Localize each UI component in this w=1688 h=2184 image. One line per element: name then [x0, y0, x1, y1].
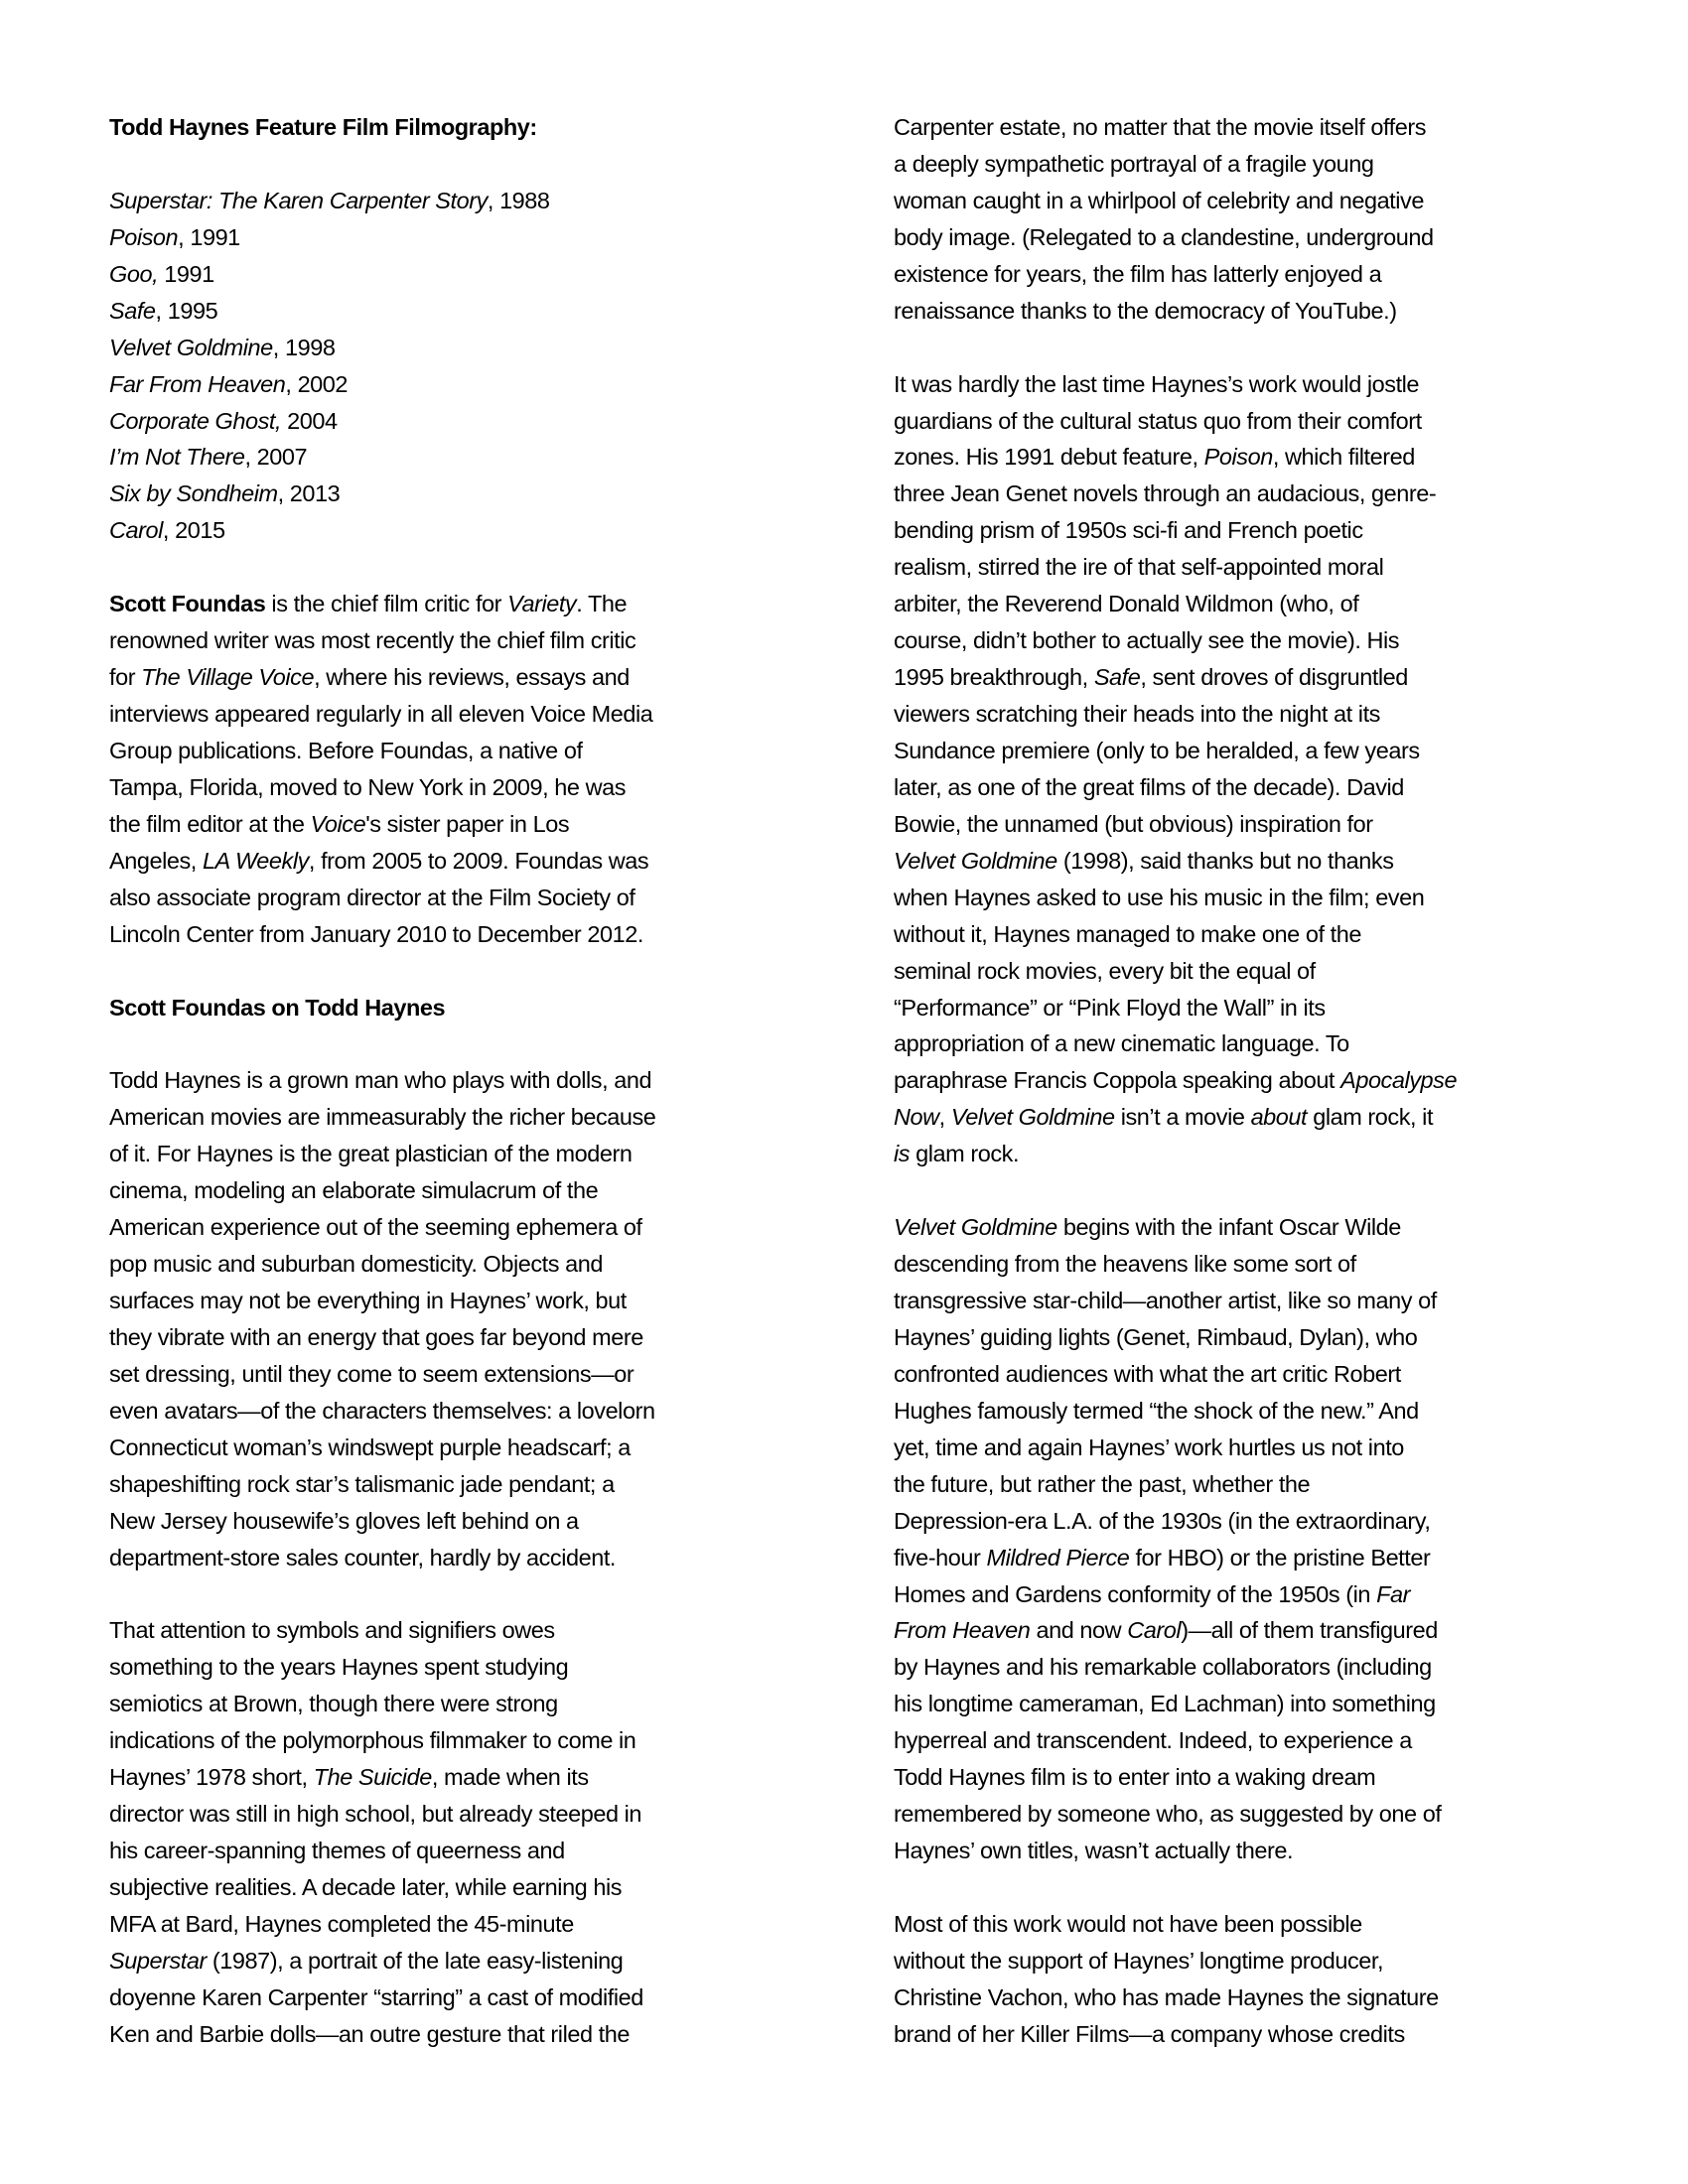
text-line	[894, 1136, 1609, 1172]
film-title: Safe	[109, 297, 156, 324]
text-line	[109, 1503, 824, 1540]
text-line	[894, 1979, 1609, 2016]
text-line	[109, 1869, 824, 1906]
filmography-list	[109, 183, 824, 549]
text-line	[894, 880, 1609, 916]
text-line	[109, 2016, 824, 2053]
text-run: , which filtered	[1272, 444, 1415, 471]
text-line	[109, 1209, 824, 1246]
text-line	[109, 1906, 824, 1943]
text-line	[109, 769, 824, 806]
text-run: by Haynes and his remarkable collaborators (including	[894, 1654, 1432, 1681]
text-run: course, didn’t bother to actually see the movie). His	[894, 627, 1400, 654]
text-run: guardians of the cultural status quo from their comfort	[894, 407, 1422, 434]
text-run: appropriation of a new cinematic language. To	[894, 1030, 1349, 1057]
text-run: without it, Haynes managed to make one of the	[894, 920, 1361, 947]
film-year: 2004	[287, 407, 338, 434]
text-run: It was hardly the last time Haynes’s work would jostle	[894, 370, 1420, 397]
text-line	[894, 512, 1609, 549]
filmography-item	[109, 330, 824, 366]
text-run: American experience out of the seeming ephemera of	[109, 1214, 642, 1241]
italic-text: Superstar	[109, 1947, 207, 1974]
film-title: Corporate Ghost,	[109, 407, 282, 434]
italic-text: Velvet Goldmine	[950, 1104, 1115, 1131]
text-run: body image. (Relegated to a clandestine, underground	[894, 223, 1434, 250]
text-line	[109, 806, 824, 843]
text-line	[894, 1503, 1609, 1540]
text-run: his longtime cameraman, Ed Lachman) into something	[894, 1691, 1436, 1717]
spacer	[109, 953, 824, 990]
text-run: realism, stirred the ire of that self-appointed moral	[894, 554, 1384, 581]
italic-text: Apocalypse	[1340, 1067, 1458, 1094]
text-run: hyperreal and transcendent. Indeed, to experience a	[894, 1727, 1412, 1754]
text-run: subjective realities. A decade later, while earning his	[109, 1874, 623, 1900]
filmography-item	[109, 366, 824, 403]
film-title: Poison	[109, 223, 179, 250]
italic-text: Poison	[1203, 444, 1273, 471]
text-run: three Jean Genet novels through an audacious, genre-	[894, 480, 1437, 507]
text-line	[109, 1172, 824, 1209]
text-run: zones. His 1991 debut feature,	[894, 444, 1204, 471]
text-run: Angeles,	[109, 847, 203, 874]
essay-paragraph-1	[109, 1062, 824, 1575]
text-run: glam rock.	[910, 1141, 1020, 1167]
text-run: indications of the polymorphous filmmaker to come in	[109, 1727, 636, 1754]
essay-paragraph-3	[894, 109, 1609, 330]
text-run: later, as one of the great films of the decade). David	[894, 773, 1404, 800]
text-line	[894, 1062, 1609, 1099]
text-line	[894, 1209, 1609, 1246]
text-line	[109, 1283, 824, 1319]
text-run: even avatars—of the characters themselves: a lovelorn	[109, 1397, 655, 1424]
text-line	[894, 1025, 1609, 1062]
filmography-heading: Todd Haynes Feature Film Filmography:	[109, 114, 537, 140]
text-line	[894, 1796, 1609, 1833]
text-line	[109, 1686, 824, 1722]
film-separator: ,	[272, 334, 285, 360]
text-run: they vibrate with an energy that goes far beyond mere	[109, 1323, 643, 1350]
text-run: cinema, modeling an elaborate simulacrum of the	[109, 1177, 599, 1204]
filmography-item	[109, 512, 824, 549]
text-run: renaissance thanks to the democracy of YouTube.)	[894, 297, 1397, 324]
italic-text: The Village Voice	[141, 664, 315, 691]
text-line	[894, 1943, 1609, 1979]
spacer	[894, 1172, 1609, 1209]
text-line	[894, 1099, 1609, 1136]
film-year: 2002	[297, 370, 349, 397]
text-line	[109, 843, 824, 880]
text-line	[894, 293, 1609, 330]
italic-text: Mildred Pierce	[986, 1544, 1130, 1570]
text-line	[109, 1466, 824, 1503]
text-line	[894, 1393, 1609, 1430]
text-run: . The	[576, 591, 628, 617]
text-run: “Performance” or “Pink Floyd the Wall” in its	[894, 994, 1326, 1021]
text-line	[109, 1540, 824, 1576]
text-line	[894, 366, 1609, 403]
text-line	[894, 586, 1609, 622]
text-run: , sent droves of disgruntled	[1140, 664, 1408, 691]
text-run: 's sister paper in Los	[365, 810, 570, 837]
text-line	[109, 1099, 824, 1136]
text-line	[894, 1319, 1609, 1356]
italic-text: Now	[894, 1104, 939, 1131]
text-run: and now	[1030, 1617, 1128, 1644]
text-run: when Haynes asked to use his music in the film; even	[894, 884, 1425, 910]
text-run: ,	[938, 1104, 951, 1131]
text-run: brand of her Killer Films—a company whose credits	[894, 2020, 1405, 2047]
film-separator: ,	[285, 370, 298, 397]
text-line	[109, 1979, 824, 2016]
text-run: the future, but rather the past, whether the	[894, 1470, 1311, 1497]
text-run: , from 2005 to 2009. Foundas was	[308, 847, 649, 874]
text-run: begins with the infant Oscar Wilde	[1056, 1214, 1401, 1241]
text-run: semiotics at Brown, though there were strong	[109, 1691, 558, 1717]
author-bio	[109, 586, 824, 952]
text-run: Depression-era L.A. of the 1930s (in the extraordinary,	[894, 1507, 1431, 1534]
text-run: Carpenter estate, no matter that the movie itself offers	[894, 114, 1427, 140]
film-title: Superstar: The Karen Carpenter Story	[109, 187, 488, 213]
film-title: I’m Not There	[109, 444, 245, 471]
film-separator: ,	[155, 297, 168, 324]
text-run: interviews appeared regularly in all eleven Voice Media	[109, 701, 653, 727]
film-title: Six by Sondheim	[109, 480, 278, 507]
italic-text: Voice	[310, 810, 366, 837]
filmography-item	[109, 219, 824, 256]
italic-text: Far	[1376, 1580, 1411, 1607]
text-line	[109, 586, 824, 622]
film-separator: ,	[162, 517, 176, 544]
text-run: existence for years, the film has latterly enjoyed a	[894, 260, 1382, 287]
spacer	[109, 1025, 824, 1062]
text-line	[109, 1062, 824, 1099]
text-line	[109, 696, 824, 733]
essay-paragraph-4	[894, 366, 1609, 1173]
text-line	[894, 659, 1609, 696]
text-line	[894, 219, 1609, 256]
text-line	[109, 1649, 824, 1686]
italic-text: is	[894, 1141, 911, 1167]
text-line	[109, 733, 824, 769]
text-run: Todd Haynes is a grown man who plays with dolls, and	[109, 1067, 652, 1094]
text-run: Group publications. Before Foundas, a native of	[109, 737, 583, 763]
text-run: transgressive star-child—another artist, like so many of	[894, 1288, 1437, 1313]
text-run: Christine Vachon, who has made Haynes the signature	[894, 1983, 1439, 2010]
text-line	[894, 146, 1609, 183]
text-run: his career-spanning themes of queerness and	[109, 1838, 565, 1864]
text-line	[894, 1759, 1609, 1796]
bold-text: Scott Foundas	[109, 591, 266, 617]
text-line	[894, 549, 1609, 586]
text-line	[894, 622, 1609, 659]
essay-paragraph-5	[894, 1209, 1609, 1869]
filmography-item	[109, 183, 824, 219]
essay-paragraph-6	[894, 1906, 1609, 2053]
text-run: arbiter, the Reverend Donald Wildmon (who, of	[894, 591, 1359, 617]
text-run: Haynes’ own titles, wasn’t actually there.	[894, 1838, 1294, 1864]
film-title: Carol	[109, 517, 163, 544]
text-run: Hughes famously termed “the shock of the new.” And	[894, 1397, 1419, 1424]
text-line	[894, 1576, 1609, 1613]
film-year: 1988	[499, 187, 550, 213]
text-run: 1995 breakthrough,	[894, 664, 1094, 691]
italic-text: Velvet Goldmine	[894, 1214, 1057, 1241]
text-line	[894, 696, 1609, 733]
text-line	[894, 806, 1609, 843]
film-title: Velvet Goldmine	[109, 334, 273, 360]
text-line	[109, 1319, 824, 1356]
text-line	[894, 183, 1609, 219]
right-column	[894, 109, 1609, 2053]
text-line	[109, 1722, 824, 1759]
text-run: Most of this work would not have been possible	[894, 1910, 1362, 1937]
text-run: shapeshifting rock star’s talismanic jade pendant; a	[109, 1470, 615, 1497]
text-line	[894, 256, 1609, 293]
text-run: something to the years Haynes spent studying	[109, 1654, 569, 1681]
text-line	[894, 1430, 1609, 1466]
text-run: MFA at Bard, Haynes completed the 45-minute	[109, 1910, 574, 1937]
text-run: yet, time and again Haynes’ work hurtles us not into	[894, 1433, 1404, 1460]
italic-text: Carol	[1127, 1617, 1182, 1644]
text-line	[109, 880, 824, 916]
text-line	[894, 109, 1609, 146]
text-run: Lincoln Center from January 2010 to December 2012.	[109, 920, 643, 947]
text-run: viewers scratching their heads into the night at its	[894, 701, 1380, 727]
text-run: Ken and Barbie dolls—an outre gesture that riled the	[109, 2020, 630, 2047]
text-line	[894, 403, 1609, 440]
text-run: director was still in high school, but already steeped in	[109, 1801, 642, 1828]
filmography-item	[109, 256, 824, 293]
text-run: department-store sales counter, hardly by accident.	[109, 1544, 616, 1570]
text-line	[109, 916, 824, 953]
text-run: for HBO) or the pristine Better	[1129, 1544, 1431, 1570]
filmography-item	[109, 439, 824, 476]
text-run: of it. For Haynes is the great plastician of the modern	[109, 1141, 633, 1167]
text-run: (1987), a portrait of the late easy-listening	[206, 1947, 624, 1974]
text-line	[109, 1833, 824, 1869]
spacer	[109, 1576, 824, 1613]
text-run: set dressing, until they come to seem extensions—or	[109, 1360, 634, 1387]
text-run: Todd Haynes film is to enter into a waking dream	[894, 1764, 1376, 1791]
italic-text: Variety	[507, 591, 577, 617]
filmography-item	[109, 403, 824, 440]
text-run: Connecticut woman’s windswept purple headscarf; a	[109, 1433, 631, 1460]
film-separator: ,	[277, 480, 290, 507]
left-column	[109, 109, 824, 2053]
essay-paragraph-2	[109, 1612, 824, 2052]
text-line	[894, 1833, 1609, 1869]
text-line	[894, 1649, 1609, 1686]
text-run: paraphrase Francis Coppola speaking about	[894, 1067, 1341, 1094]
text-run: (1998), said thanks but no thanks	[1056, 847, 1394, 874]
film-year: 2013	[289, 480, 341, 507]
film-year: 1995	[167, 297, 218, 324]
text-run: also associate program director at the Film Society of	[109, 884, 635, 910]
film-separator: ,	[178, 223, 191, 250]
text-line	[894, 2016, 1609, 2053]
text-run: Homes and Gardens conformity of the 1950s (in	[894, 1580, 1377, 1607]
text-run: doyenne Karen Carpenter “starring” a cast of modified	[109, 1983, 643, 2010]
italic-text: The Suicide	[313, 1764, 432, 1791]
text-line	[109, 1393, 824, 1430]
spacer	[109, 146, 824, 183]
italic-text: From Heaven	[894, 1617, 1031, 1644]
text-run: )—all of them transfigured	[1181, 1617, 1438, 1644]
text-line	[894, 1686, 1609, 1722]
text-line	[894, 1540, 1609, 1576]
text-run: , where his reviews, essays and	[314, 664, 630, 691]
text-run: the film editor at the	[109, 810, 311, 837]
film-year: 1991	[164, 260, 214, 287]
film-title: Goo,	[109, 260, 159, 287]
text-run: American movies are immeasurably the richer because	[109, 1104, 656, 1131]
text-run: New Jersey housewife’s gloves left behind on a	[109, 1507, 579, 1534]
italic-text: LA Weekly	[202, 847, 309, 874]
text-line	[109, 1430, 824, 1466]
film-year: 2007	[256, 444, 308, 471]
text-line	[109, 1612, 824, 1649]
text-line	[894, 733, 1609, 769]
text-run: Sundance premiere (only to be heralded, a few years	[894, 737, 1420, 763]
text-run: is the chief film critic for	[265, 591, 508, 617]
film-year: 1998	[284, 334, 336, 360]
text-line	[109, 1796, 824, 1833]
film-year: 1991	[190, 223, 240, 250]
text-run: without the support of Haynes’ longtime producer,	[894, 1947, 1384, 1974]
text-line	[894, 990, 1609, 1026]
film-year: 2015	[175, 517, 225, 544]
italic-text: about	[1250, 1104, 1308, 1131]
text-line	[894, 1246, 1609, 1283]
spacer	[109, 549, 824, 586]
text-line	[894, 1356, 1609, 1393]
italic-text: Velvet Goldmine	[894, 847, 1057, 874]
text-line	[109, 1943, 824, 1979]
italic-text: Safe	[1093, 664, 1141, 691]
text-line	[109, 1246, 824, 1283]
text-run: renowned writer was most recently the chief film critic	[109, 627, 636, 654]
text-line	[894, 1612, 1609, 1649]
text-line	[109, 622, 824, 659]
text-run: pop music and suburban domesticity. Objects and	[109, 1251, 603, 1278]
film-title: Far From Heaven	[109, 370, 286, 397]
text-run: a deeply sympathetic portrayal of a fragile young	[894, 150, 1374, 177]
text-run: confronted audiences with what the art critic Robert	[894, 1360, 1401, 1387]
text-run: Haynes’ guiding lights (Genet, Rimbaud, Dylan), who	[894, 1323, 1418, 1350]
text-line	[894, 953, 1609, 990]
spacer	[894, 330, 1609, 366]
text-line	[894, 769, 1609, 806]
text-run: Tampa, Florida, moved to New York in 2009, he was	[109, 773, 627, 800]
text-run: seminal rock movies, every bit the equal of	[894, 957, 1316, 984]
text-line	[894, 843, 1609, 880]
essay-heading: Scott Foundas on Todd Haynes	[109, 994, 446, 1021]
text-line	[109, 659, 824, 696]
text-run: That attention to symbols and signifiers owes	[109, 1617, 555, 1644]
filmography-item	[109, 293, 824, 330]
text-run: woman caught in a whirlpool of celebrity and negative	[894, 187, 1424, 213]
text-line	[894, 1906, 1609, 1943]
text-run: bending prism of 1950s sci-fi and French poetic	[894, 517, 1363, 544]
text-line	[109, 1356, 824, 1393]
text-run: Haynes’ 1978 short,	[109, 1764, 314, 1791]
text-run: glam rock, it	[1307, 1104, 1434, 1131]
text-line	[894, 1466, 1609, 1503]
film-separator: ,	[487, 187, 500, 213]
text-run: for	[109, 664, 142, 691]
filmography-item	[109, 476, 824, 512]
text-run: five-hour	[894, 1544, 987, 1570]
text-line	[109, 1136, 824, 1172]
text-line	[894, 476, 1609, 512]
text-line	[109, 1759, 824, 1796]
text-run: remembered by someone who, as suggested by one of	[894, 1801, 1442, 1828]
film-separator: ,	[244, 444, 257, 471]
text-line	[894, 1283, 1609, 1319]
text-run: Bowie, the unnamed (but obvious) inspiration for	[894, 810, 1373, 837]
text-run: isn’t a movie	[1114, 1104, 1251, 1131]
text-run: surfaces may not be everything in Haynes’ work, but	[109, 1288, 627, 1313]
spacer	[894, 1869, 1609, 1906]
text-run: descending from the heavens like some sort of	[894, 1251, 1356, 1278]
text-run: , made when its	[431, 1764, 589, 1791]
text-line	[894, 439, 1609, 476]
text-line	[894, 1722, 1609, 1759]
text-line	[894, 916, 1609, 953]
